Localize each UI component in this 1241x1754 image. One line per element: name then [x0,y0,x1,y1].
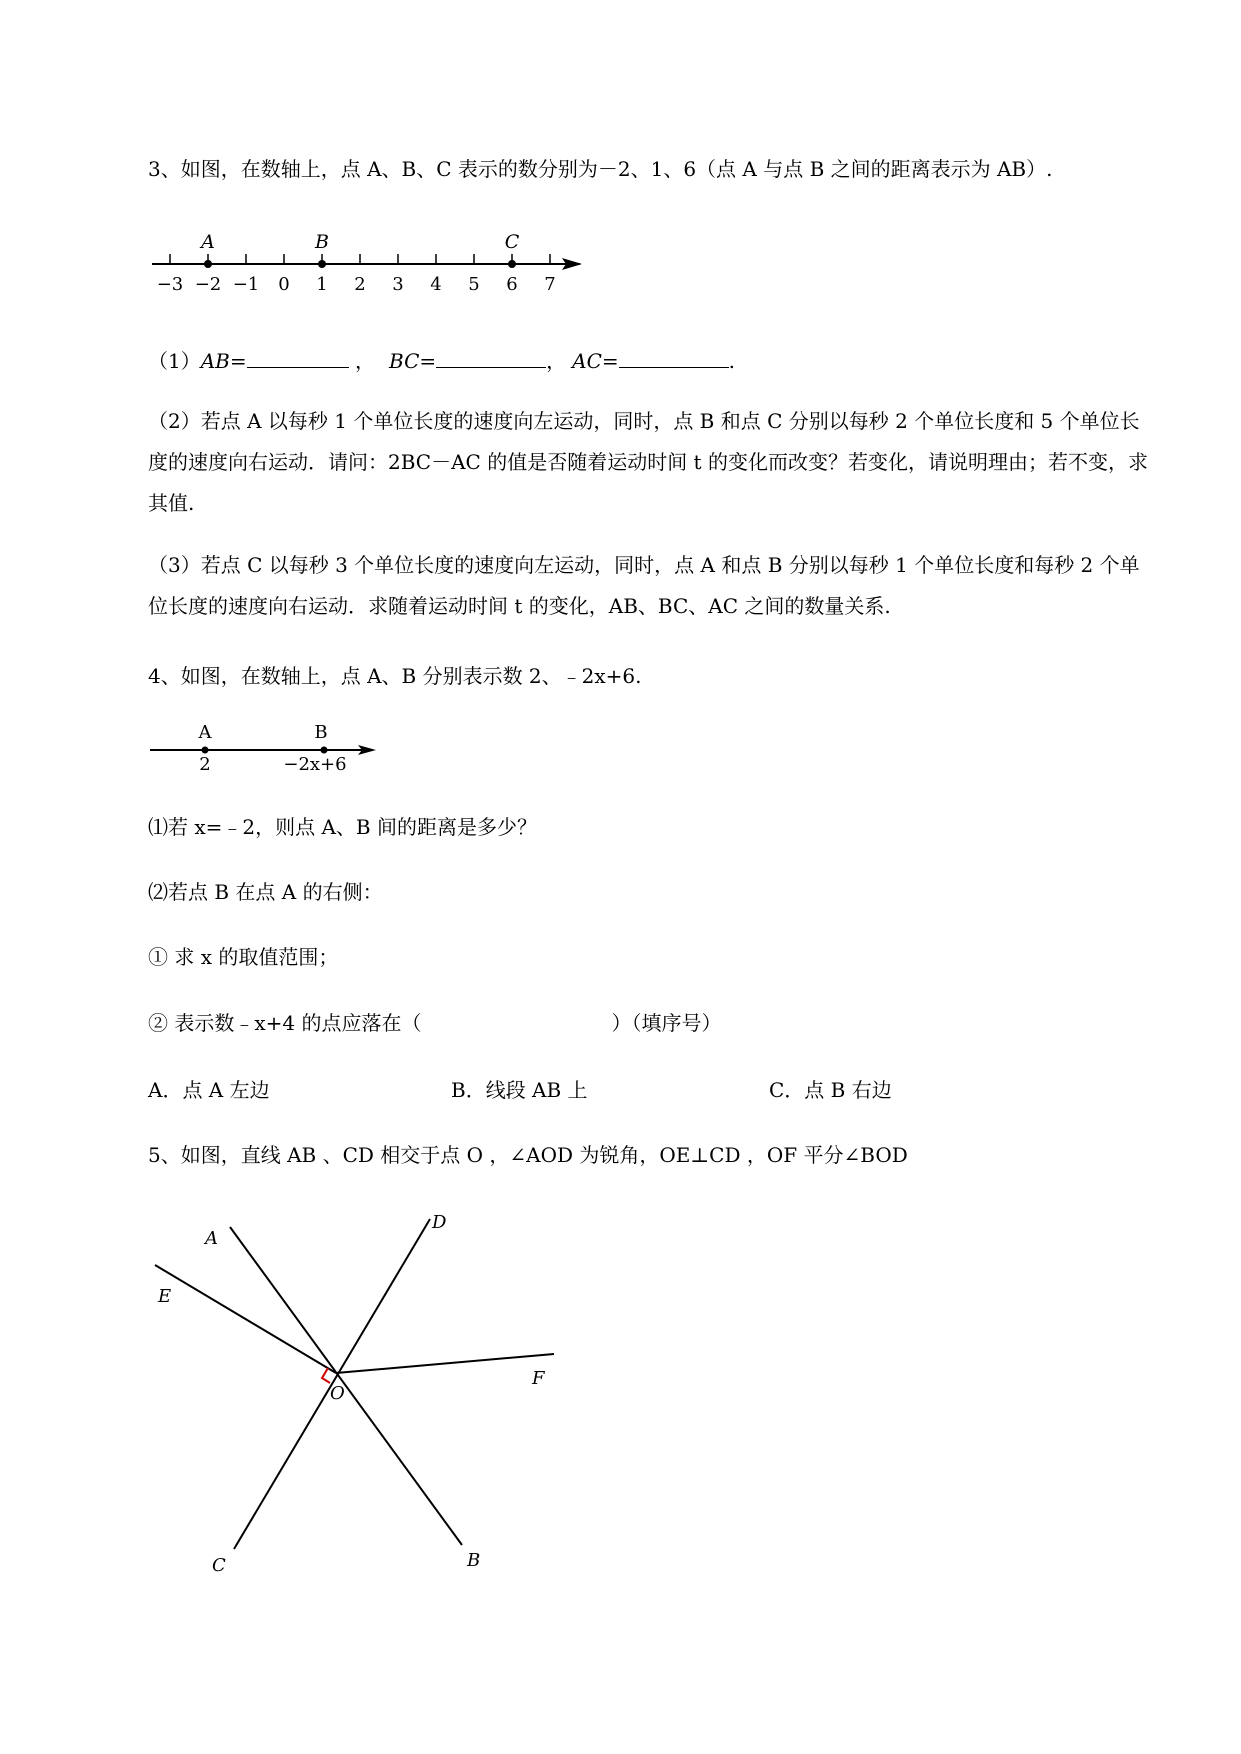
q4-part1: ⑴若 x=﹣2，则点 A、B 间的距离是多少？ [148,815,537,839]
option-b[interactable]: B．线段 AB 上 [451,1078,588,1102]
point-c [508,260,516,268]
ab-answer-blank[interactable] [247,345,349,368]
tick-label: −1 [232,274,260,295]
q3-stem: 3、如图，在数轴上，点 A、B、C 表示的数分别为－2、1、6（点 A 与点 B 之间的距离表示为 AB）. [148,157,1053,181]
ray-of [336,1354,554,1373]
option-a[interactable]: A．点 A 左边 [148,1078,270,1102]
ray-oe [155,1265,336,1373]
q4-part2: ⑵若点 B 在点 A 的右侧： [148,880,383,904]
label-b: B [314,722,328,743]
q3-ticks [170,254,550,264]
label-a: A [205,1228,218,1249]
q4-sub1: ① 求 x 的取值范围； [148,945,339,969]
value-b: −2x+6 [283,754,347,775]
label-a: A [198,722,212,743]
tick-label: 0 [278,274,290,295]
tick-label: 2 [354,274,366,295]
q4-options [148,1073,892,1107]
label-e: E [158,1286,172,1307]
q3-number-line [140,222,600,302]
tick-label: 6 [506,274,518,295]
bc-answer-blank[interactable] [436,345,546,368]
label-c: C [504,231,520,253]
tick-label: 5 [468,274,480,295]
label-b: B [467,1550,481,1571]
q4-number-line [140,720,390,780]
option-c[interactable]: C．点 B 右边 [769,1078,892,1102]
point-a [202,747,209,754]
label-c: C [212,1555,226,1576]
point-a [204,260,212,268]
label-f: F [532,1368,545,1389]
ac-answer-blank[interactable] [619,345,729,368]
q4-stem: 4、如图，在数轴上，点 A、B 分别表示数 2、﹣2x+6. [148,664,642,688]
q3-part3: （3）若点 C 以每秒 3 个单位长度的速度向左运动，同时，点 A 和点 B 分别以每秒 1 个单位长度和每秒 2 个单位长度的速度向右运动．求随着运动时间 t 的变化，AB、BC、AC 之间的数量关系. [148,553,1140,618]
q3-part2: （2）若点 A 以每秒 1 个单位长度的速度向左运动，同时，点 B 和点 C 分别以每秒 2 个单位长度和 5 个单位长度的速度向右运动．请问：2BC－AC 的值是否随着运动时间 t 的变化而改变？若变化，请说明理由；若不变，求其值. [148,409,1148,515]
q3-tick-labels [157,274,556,295]
q4-sub2: ② 表示数﹣x+4 的点应落在（ ）（填序号） [148,1011,722,1035]
label-b: B [315,231,329,253]
tick-label: 1 [316,274,328,295]
tick-label: 4 [430,274,442,295]
point-b [318,260,326,268]
q3-part1: （1）AB= ， BC= ， AC= . [148,344,735,378]
tick-label: −3 [156,274,184,295]
q5-stem: 5、如图，直线 AB 、CD 相交于点 O ，∠AOD 为锐角，OE⊥CD ，OF 平分∠BOD [148,1143,908,1167]
tick-label: 7 [544,274,556,295]
label-a: A [201,231,215,253]
label-d: D [432,1212,447,1233]
tick-label: −2 [194,274,222,295]
q5-figure [140,1205,580,1585]
value-a: 2 [199,754,211,775]
label-o: O [330,1383,345,1404]
point-b [321,747,328,754]
tick-label: 3 [392,274,404,295]
right-angle-icon [322,1368,330,1383]
